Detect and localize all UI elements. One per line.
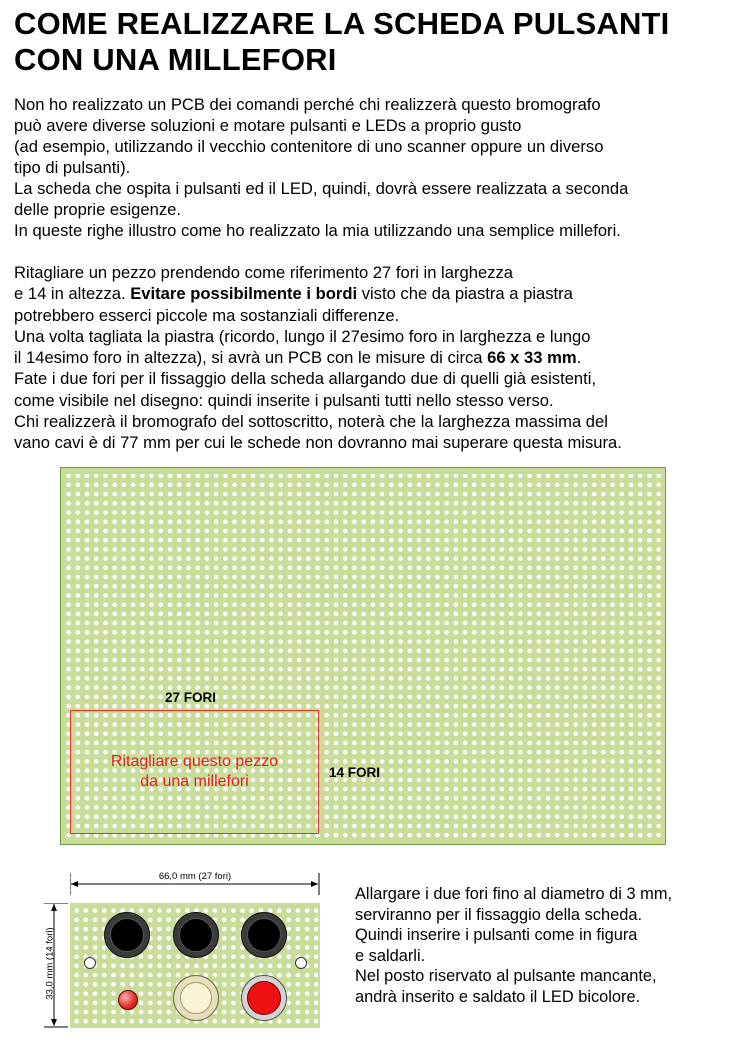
body-text: il 14esimo foro in altezza), si avrà un PCB con le misure di circa (14, 348, 488, 368)
intro-line: In queste righe illustro come ho realizzato la mia utilizzando una semplice millefori. (14, 221, 621, 240)
detail-line: Quindi inserire i pulsanti come in figura (355, 926, 638, 945)
width-dimension-label: 66,0 mm (27 fori) (158, 871, 232, 882)
bold-warning: Evitare possibilmente i bordi (130, 284, 358, 304)
mounting-hole-left (84, 957, 96, 969)
detail-line: andrà inserito e saldato il LED bicolore. (355, 987, 641, 1006)
instructions-paragraph (14, 262, 726, 454)
red-pushbutton (241, 975, 287, 1021)
bicolor-led (118, 990, 138, 1010)
title-line-1: COME REALIZZARE LA SCHEDA PULSANTI (14, 6, 670, 41)
cut-instruction (72, 752, 317, 792)
detail-line: serviranno per il fissaggio della scheda. (355, 905, 642, 924)
detail-line: Nel posto riservato al pulsante mancante, (355, 967, 657, 986)
bold-dimensions: 66 x 33 mm (487, 348, 577, 368)
black-pushbutton-2 (173, 912, 219, 958)
intro-line: La scheda che ospita i pulsanti ed il LED, quindi, dovrà essere realizzata a seconda (14, 179, 629, 198)
body-line (14, 283, 726, 304)
detail-line: Allargare i due fori fino al diametro di 3 mm, (355, 885, 673, 903)
intro-line: (ad esempio, utilizzando il vecchio contenitore di uno scanner oppure un diverso (14, 137, 604, 156)
mounting-hole-right (295, 957, 307, 969)
body-line: vano cavi è di 77 mm per cui le schede non dovranno mai superare questa misura. (14, 433, 622, 453)
intro-line: può avere diverse soluzioni e motare pulsanti e LEDs a proprio gusto (14, 116, 522, 135)
title-line-2: CON UNA MILLEFORI (14, 42, 337, 77)
body-line: Una volta tagliata la piastra (ricordo, lungo il 27esimo foro in larghezza e lungo (14, 326, 591, 346)
body-text: visto che da piastra a piastra (357, 284, 573, 304)
label-14-holes: 14 FORI (329, 765, 381, 780)
label-27-holes: 27 FORI (165, 690, 217, 705)
intro-paragraph (14, 94, 726, 241)
cut-instruction-line: da una millefori (140, 773, 249, 790)
detail-instructions (355, 884, 725, 1008)
button-board-detail (70, 903, 320, 1028)
body-line: Chi realizzerà il bromografo del sottoscritto, noterà che la larghezza massima del (14, 412, 608, 432)
cut-instruction-line: Ritagliare questo pezzo (110, 753, 279, 770)
body-line: Ritagliare un pezzo prendendo come riferimento 27 fori in larghezza (14, 263, 514, 282)
height-dimension-label: 33,0 mm (14 fori) (44, 927, 56, 1000)
body-line: potrebbero esserci piccole ma sostanziali differenze. (14, 305, 400, 325)
intro-line: tipo di pulsanti). (14, 158, 131, 177)
body-line: Fate i due fori per il fissaggio della scheda allargando due di quelli già esistenti, (14, 369, 597, 389)
black-pushbutton-1 (104, 912, 150, 958)
cream-pushbutton (173, 975, 219, 1021)
body-line: come visibile nel disegno: quindi inserite i pulsanti tutti nello stesso verso. (14, 390, 554, 410)
detail-line: e saldarli. (355, 946, 426, 965)
body-line (14, 347, 726, 368)
body-text: . (576, 348, 582, 368)
intro-line: delle proprie esigenze. (14, 200, 181, 219)
page-title (14, 6, 724, 78)
body-text: e 14 in altezza. (14, 284, 131, 304)
black-pushbutton-3 (241, 912, 287, 958)
intro-line: Non ho realizzato un PCB dei comandi perché chi realizzerà questo bromografo (14, 95, 601, 114)
